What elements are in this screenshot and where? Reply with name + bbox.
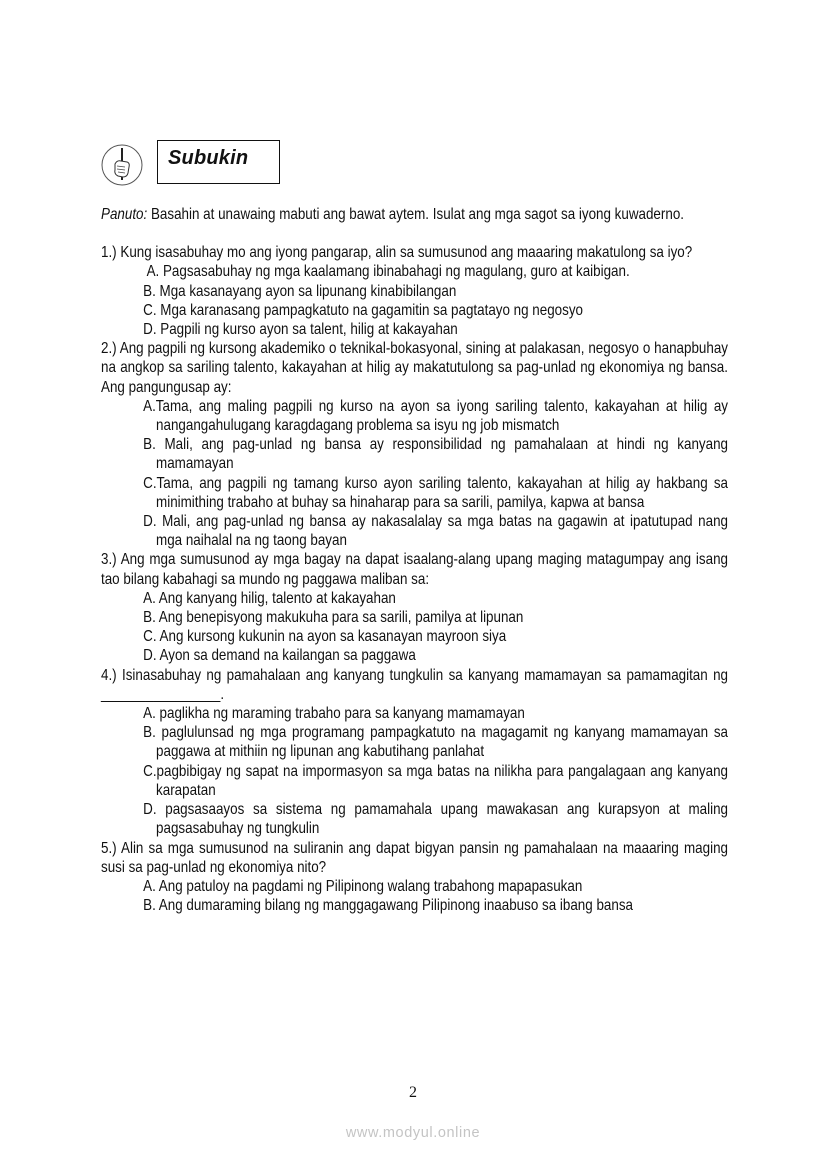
section-title: Subukin (168, 147, 249, 169)
question-4 (101, 666, 728, 839)
hand-holding-pencil-icon (101, 144, 143, 186)
option-d: D. Pagpili ng kurso ayon sa talent, hilig at kakayahan (143, 321, 458, 339)
option-c: C. Mga karanasang pampagkatuto na gagamitin sa pagtatayo ng negosyo (143, 301, 584, 319)
question-text: 2.) Ang pagpili ng kursong akademiko o teknikal-bokasyonal, sining at palakasan, negosyo o hanapbuhay na angkop sa sariling talento, kakayahan at hilig ay makatutulong sa pag-unlad ng ekonomiya ng bansa. Ang pangungusap ay: (101, 340, 728, 396)
option-a: A. Ang patuloy na pagdami ng Pilipinong walang trabahong mapapasukan (143, 877, 583, 895)
option-c: C.Tama, ang pagpili ng tamang kurso ayon sariling talento, kakayahan at hilig ay hakbang sa minimithing trabaho at buhay sa hinaharap para sa sarili, pamilya, kapwa at bansa (143, 474, 728, 511)
option-a: A.Tama, ang maling pagpili ng kurso na ayon sa iyong sariling talento, kakayahan at hilig ay nangangahulugang karagdagang problema sa isyu ng job mismatch (143, 397, 728, 435)
question-text: 4.) Isinasabuhay ng pamahalaan ang kanyang tungkulin sa kanyang mamamayan sa pamamagitan ng ________________. (101, 666, 728, 703)
question-text: 3.) Ang mga sumusunod ay mga bagay na dapat isaalang-alang upang maging matagumpay ang isang tao bilang kabahagi sa mundo ng paggawa maliban sa: (101, 551, 728, 588)
option-b: B. Ang benepisyong makukuha para sa sarili, pamilya at lipunan (143, 609, 524, 627)
option-a: A. Ang kanyang hilig, talento at kakayahan (143, 589, 396, 607)
question-2 (101, 339, 728, 550)
option-d: D. Ayon sa demand na kailangan sa paggawa (143, 647, 416, 665)
quiz-content (101, 205, 728, 915)
option-c: C.pagbibigay ng sapat na impormasyon sa mga batas na nilikha para pangalagaan ang kanyang karapatan (143, 762, 728, 799)
option-b: B. Mga kasanayang ayon sa lipunang kinabibilangan (143, 282, 457, 300)
question-text: 5.) Alin sa mga sumusunod na suliranin ang dapat bigyan pansin ng pamahalaan na maaaring maging susi sa pag-unlad ng ekonomiya nito? (101, 839, 728, 876)
option-a: A. paglikha ng maraming trabaho para sa kanyang mamamayan (143, 705, 525, 723)
option-d: D. pagsasaayos sa sistema ng pamamahala upang mawakasan ang kurapsyon at maling pagsasabuhay ng tungkulin (143, 801, 728, 838)
page-number: 2 (409, 1084, 417, 1101)
directions-label: Panuto: (101, 206, 148, 223)
question-1 (101, 243, 728, 339)
question-5 (101, 839, 728, 916)
option-a: A. Pagsasabuhay ng mga kaalamang ibinabahagi ng magulang, guro at kaibigan. (146, 263, 630, 281)
question-text: 1.) Kung isasabuhay mo ang iyong pangarap, alin sa sumusunod ang maaaring makatulong sa iyo? (101, 244, 693, 262)
option-d: D. Mali, ang pag-unlad ng bansa ay nakasalalay sa mga batas na gagawin at ipatutupad nang mga naihalal na ng taong bayan (143, 513, 728, 550)
option-b: B. Mali, ang pag-unlad ng bansa ay responsibilidad ng pamahalaan at hindi ng kanyang mamamayan (143, 436, 728, 473)
directions (101, 205, 728, 224)
option-b: B. paglulunsad ng mga programang pampagkatuto na magagamit ng kanyang mamamayan sa paggawa at mithiin ng lipunan ang kabutihang panlahat (143, 724, 728, 761)
option-b: B. Ang dumaraming bilang ng manggagawang Pilipinong inaabuso sa ibang bansa (143, 897, 633, 915)
option-c: C. Ang kursong kukunin na ayon sa kasanayan mayroon siya (143, 628, 507, 646)
directions-text: Basahin at unawaing mabuti ang bawat aytem. Isulat ang mga sagot sa iyong kuwaderno. (147, 206, 684, 223)
watermark: www.modyul.online (345, 1125, 481, 1141)
section-title-box (157, 140, 280, 184)
question-3 (101, 550, 728, 665)
